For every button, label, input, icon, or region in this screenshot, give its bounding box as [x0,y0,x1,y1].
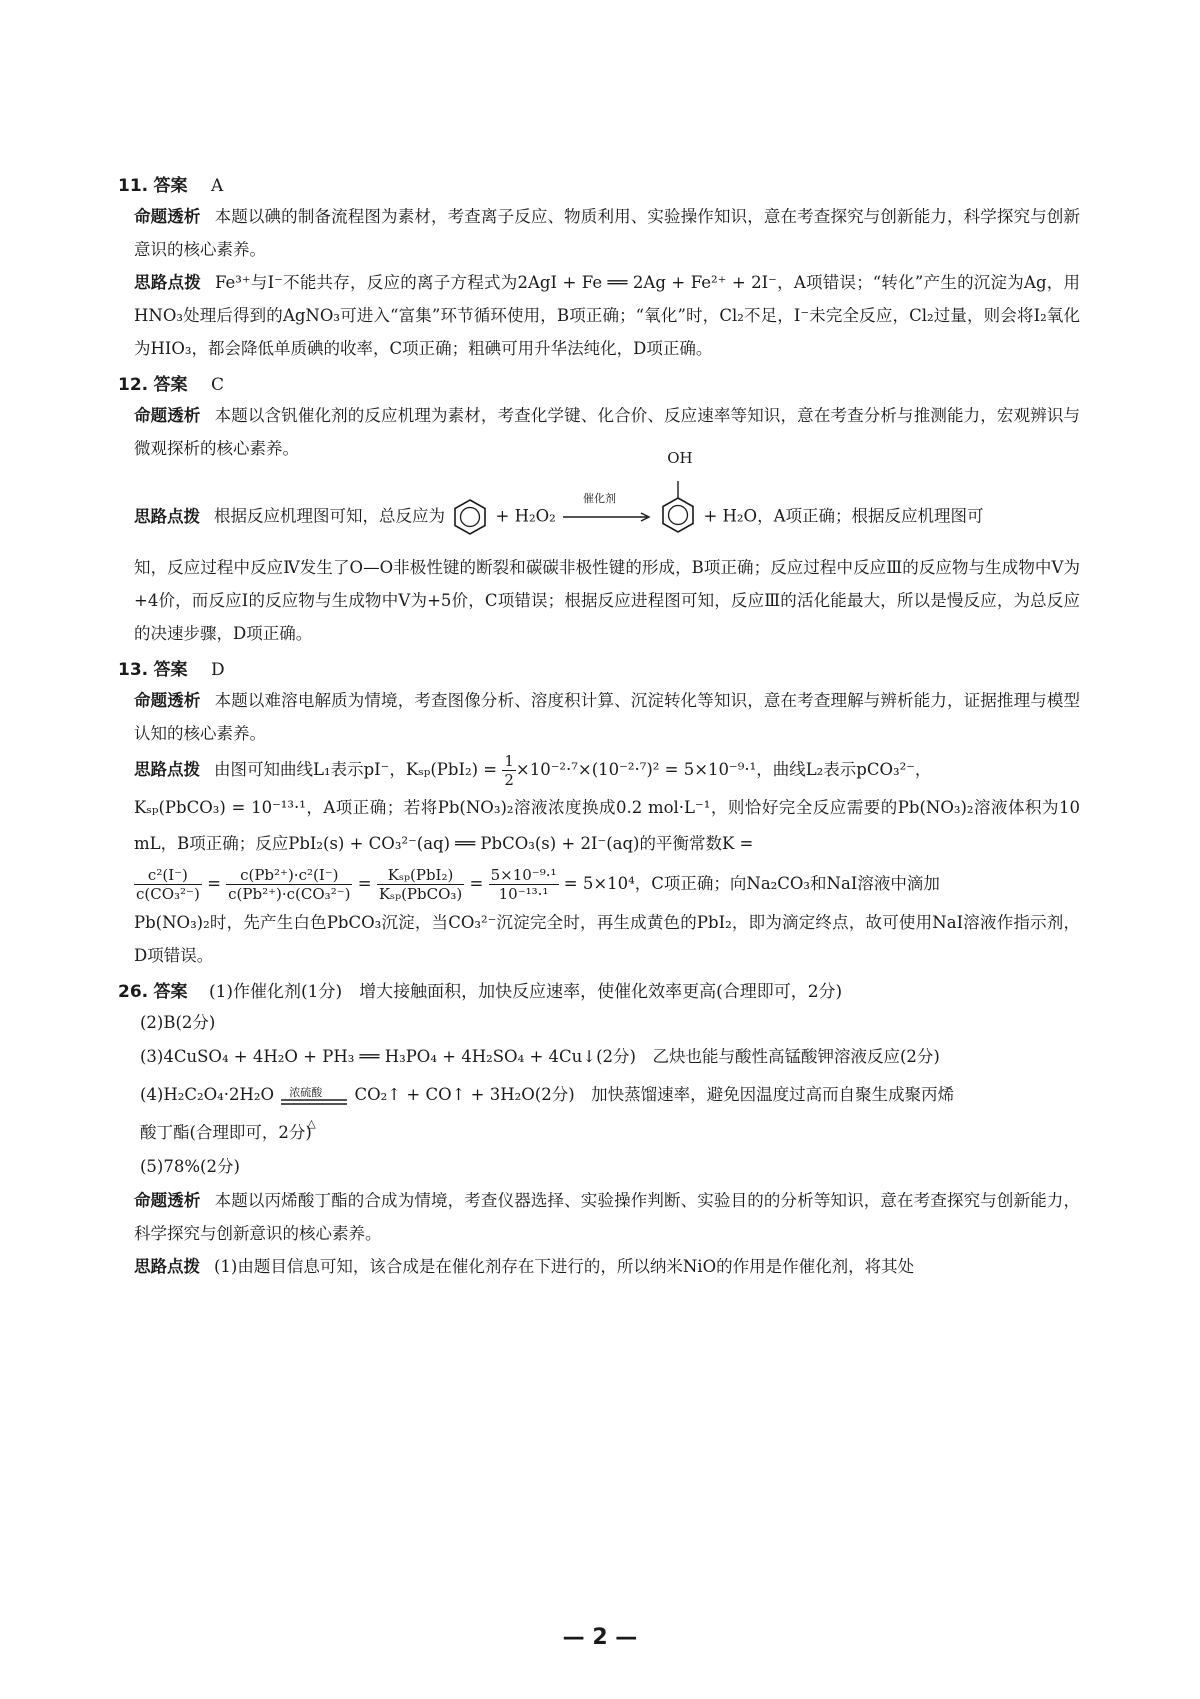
q26-answer-5: (5)78%(2分) [140,1157,240,1176]
q12-intent [118,399,1080,465]
q13-hint-cont [118,790,1080,862]
q26-answer-4c: 酸丁酯(合理即可，2分) [140,1123,312,1142]
q26-intent-text: 本题以丙烯酸丁酯的合成为情境，考查仪器选择、实验操作判断、实验目的的分析等知识，意在考查探究与创新能力，科学探究与创新意识的核心素养。 [134,1191,1081,1243]
q11-number: 11. [118,176,149,196]
q13-intent [118,684,1080,750]
q13-hint-text-e: Pb(NO₃)₂时，先产生白色PbCO₃沉淀，当CO₃²⁻沉淀完全时，再生成黄色的PbI₂，即为滴定终点，故可使用NaI溶液作指示剂，D项错误。 [134,913,1080,965]
q11-heading [118,172,1080,200]
q12-hint-text-a: 根据反应机理图可知，总反应为 [214,506,445,526]
half-fraction [502,752,516,789]
q26-answer-2: (2)B(2分) [140,1013,216,1032]
q26-answer-label: 答案 [153,982,188,1002]
q12-answer: C [210,375,224,395]
q12-intent-label: 命题透析 [134,406,201,425]
phenol-ring-icon [658,495,698,535]
q13-hint-label: 思路点拨 [134,760,200,779]
q13-hint-text-b: ×10⁻²·⁷×(10⁻²·⁷)² = 5×10⁻⁹·¹，曲线L₂表示pCO₃²⁻， [515,760,932,779]
q11-intent [118,200,1080,266]
q11-hint-text: Fe³⁺与I⁻不能共存，反应的离子方程式为2AgI + Fe ══ 2Ag + Fe²⁺ + 2I⁻，A项错误；“转化”产生的沉淀为Ag，用HNO₃处理后得到的AgNO₃可进入“富集”环节循环使用，B项正确；“氧化”时，Cl₂不足，I⁻未完全反应，Cl₂过量，则会将I₂氧化为HIO₃，都会降低单质碘的收率，C项正确；粗碘可用升华法纯化，D项正确。 [134,273,1081,358]
phenol-structure [658,449,698,539]
q13-hint-end [118,906,1080,972]
q13-answer: D [210,660,225,680]
frac-1 [134,866,202,903]
q26-intent [118,1184,1080,1250]
right-arrow-icon [561,506,653,528]
frac-3-den: Kₛₚ(PbCO₃) [378,885,463,903]
q13-hint-text-d: = 5×10⁴，C项正确；向Na₂CO₃和NaI溶液中滴加 [563,874,940,893]
q26-intent-label: 命题透析 [134,1191,201,1210]
q11-hint-label: 思路点拨 [134,273,201,292]
frac-3 [377,866,464,903]
half-denominator: 2 [504,771,514,789]
frac-1-den: c(CO₃²⁻) [136,885,200,903]
q12-hint-text-c: 知，反应过程中反应Ⅳ发生了O—O非极性键的断裂和碳碳非极性键的形成，B项正确；反应过程中反应Ⅲ的反应物与生成物中V为+4价，而反应Ⅰ的反应物与生成物中V为+5价，C项错误；根据反应进程图可知，反应Ⅲ的活化能最大，所以是慢反应，为总反应的决速步骤，D项正确。 [134,558,1080,643]
frac-2-num: c(Pb²⁺)·c²(I⁻) [226,866,352,885]
frac-4-num: 5×10⁻⁹·¹ [490,866,557,884]
q26-hint-text: (1)由题目信息可知，该合成是在催化剂存在下进行的，所以纳米NiO的作用是作催化剂，将其处 [214,1257,915,1276]
q13-number: 13. [118,660,149,680]
q26-hint [118,1250,1080,1283]
q13-equilibrium-line [118,862,1080,906]
q11-answer: A [210,176,224,196]
half-numerator: 1 [504,752,514,770]
q13-heading [118,656,1080,684]
answer-content [118,172,1080,1283]
q13-answer-label: 答案 [153,660,188,680]
q13-hint-text-c: Kₛₚ(PbCO₃) = 10⁻¹³·¹，A项正确；若将Pb(NO₃)₂溶液浓度换成0.2 mol·L⁻¹，则恰好完全反应需要的Pb(NO₃)₂溶液体积为10 mL，B项正确；反应PbI₂(s) + CO₃²⁻(aq) ══ PbCO₃(s) + 2I⁻(aq)的平衡常数K = [134,798,1080,853]
q11-hint [118,266,1080,365]
benzene-ring-icon [450,497,490,537]
frac-4-den: 10⁻¹³·¹ [498,885,549,903]
q13-intent-label: 命题透析 [134,691,201,710]
q26-heading [118,978,1080,1006]
q26-answer-4a: (4)H₂C₂O₄·2H₂O [140,1085,275,1104]
reaction-arrow [561,492,653,528]
q26-number: 26. [118,982,149,1002]
q12-hint-text-b: + H₂O，A项正确；根据反应机理图可 [703,506,984,526]
q11-intent-text: 本题以碘的制备流程图为素材，考查离子反应、物质利用、实验操作知识，意在考查探究与创新能力，科学探究与创新意识的核心素养。 [134,207,1081,259]
q11-answer-label: 答案 [153,176,188,196]
frac-1-num: c²(I⁻) [134,866,202,885]
q12-hint-cont [118,551,1080,650]
q12-answer-label: 答案 [153,375,188,395]
cond-heat-label: △ [307,1116,316,1130]
frac-2 [226,866,352,903]
equals-3: = [469,874,484,893]
equals-2: = [357,874,372,893]
equals-1: = [207,874,221,893]
page-number: — 2 — [562,1625,638,1650]
q13-hint [118,750,1080,790]
frac-2-den: c(Pb²⁺)·c(CO₃²⁻) [228,885,351,903]
q13-intent-text: 本题以难溶电解质为情境，考查图像分析、溶度积计算、沉淀转化等知识，意在考查理解与辨析能力，证据推理与模型认知的核心素养。 [134,691,1081,743]
q12-h2o2: + H₂O₂ [495,506,556,526]
q12-oh-label: OH [667,449,693,467]
q26-answer-4 [118,1074,1080,1130]
q12-hint-label: 思路点拨 [134,506,200,526]
q26-answer-3: (3)4CuSO₄ + 4H₂O + PH₃ ══ H₃PO₄ + 4H₂SO₄ + 4Cu↓(2分) 乙炔也能与酸性高锰酸钾溶液反应(2分) [140,1047,940,1066]
q26-answer-1: (1)作催化剂(1分) 增大接触面积，加快反应速率，使催化效率更高(合理即可，2分) [208,982,843,1002]
q26-hint-label: 思路点拨 [134,1257,200,1276]
q12-number: 12. [118,375,149,395]
q12-heading [118,371,1080,399]
q12-catalyst-label: 催化剂 [582,492,616,505]
q13-hint-text-a: 由图可知曲线L₁表示pI⁻，Kₛₚ(PbI₂) = [214,760,498,779]
q26-answer-4b: CO₂↑ + CO↑ + 3H₂O(2分) 加快蒸馏速率，避免因温度过高而自聚生成聚丙烯 [354,1085,955,1104]
condition-arrow [279,1085,349,1130]
q12-intent-text: 本题以含钒催化剂的反应机理为素材，考查化学键、化合价、反应速率等知识，意在考查分析与推测能力，宏观辨识与微观探析的核心素养。 [134,406,1081,458]
q11-intent-label: 命题透析 [134,207,201,226]
frac-3-num: Kₛₚ(PbI₂) [377,866,464,885]
cond-acid-label: 浓硫酸 [289,1085,323,1099]
q12-reaction-line [118,449,1080,551]
frac-4 [489,866,559,903]
